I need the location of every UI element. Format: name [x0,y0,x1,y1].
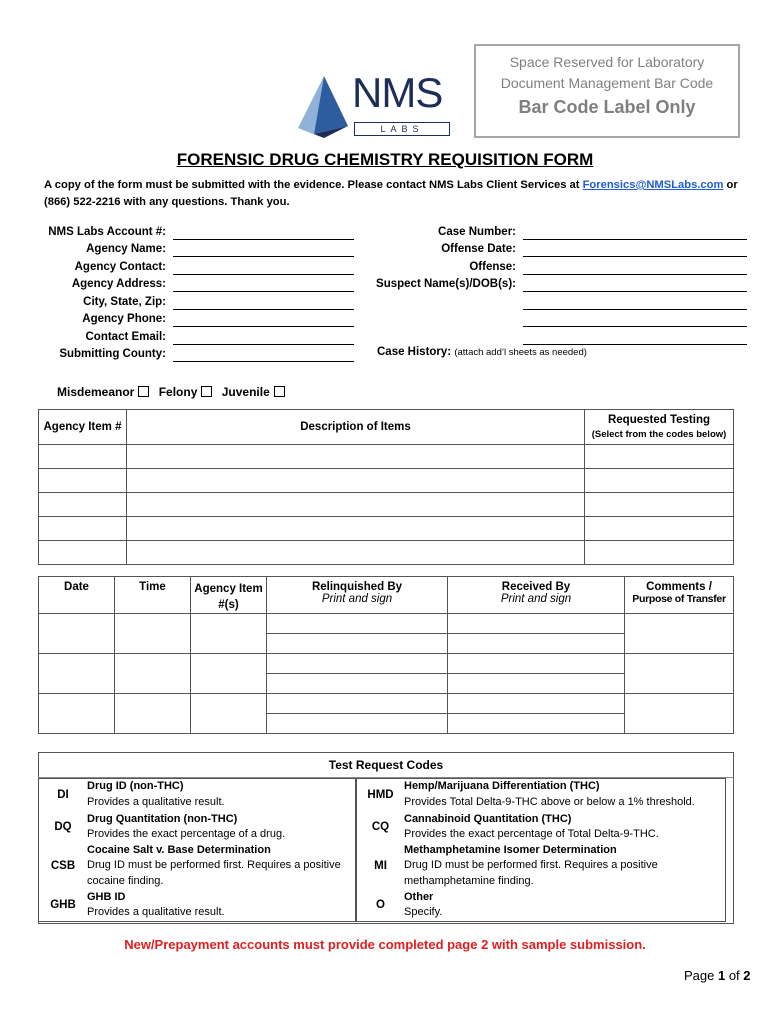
code-ghb-desc [87,890,356,922]
code-row [357,779,726,812]
code-row [357,812,726,843]
case-number-field[interactable] [523,239,747,240]
relinquished-sub: Print and sign [321,593,393,605]
table-row [39,469,734,493]
account-field[interactable] [173,239,354,240]
field-label-suspect: Suspect Name(s)/DOB(s): [376,278,516,290]
code-row [39,779,356,812]
table-row [39,541,734,565]
logo-name: NMS [352,69,443,116]
barcode-line-2: Document Management Bar Code [500,75,714,91]
code-row [357,890,726,922]
col-comments [625,577,734,614]
col-requested-testing-label: Requested Testing [607,414,711,426]
testing-cell[interactable] [585,445,734,469]
suspect-field-1[interactable] [523,291,747,292]
code-dq-desc [87,812,356,843]
comments-cell[interactable] [625,614,734,654]
field-label-agency-name: Agency Name: [86,243,166,255]
col-time: Time [115,577,191,614]
field-label-agency-contact: Agency Contact: [74,261,166,273]
offense-field[interactable] [523,274,747,275]
table-row [39,614,734,634]
received-print-cell[interactable] [448,614,625,634]
testing-cell[interactable] [585,517,734,541]
code-row [39,812,356,843]
table-row [39,493,734,517]
testing-cell[interactable] [585,493,734,517]
description-cell[interactable] [127,445,585,469]
code-dq: DQ [54,821,72,833]
intro-before: A copy of the form must be submitted with the evidence. Please contact NMS Labs Client Services at [44,179,583,191]
page-current: 1 [717,968,726,983]
description-cell[interactable] [127,517,585,541]
offense-date-field[interactable] [523,256,747,257]
code-hmd-desc [404,779,726,812]
suspect-field-4[interactable] [523,344,747,345]
misdemeanor-checkbox[interactable] [138,386,149,397]
code-csb-name: Cocaine Salt v. Base Determination [87,843,271,856]
barcode-line-3: Bar Code Label Only [518,97,696,117]
case-history-label [377,346,587,358]
juvenile-checkbox[interactable] [274,386,285,397]
time-cell[interactable] [115,614,191,654]
table-row [39,445,734,469]
case-type-row [57,385,291,399]
suspect-field-3[interactable] [523,326,747,327]
code-csb: CSB [50,860,76,872]
table-row [39,694,734,714]
comments-label: Comments / [646,581,712,593]
field-label-agency-phone: Agency Phone: [82,313,166,325]
intro-text [44,177,744,211]
time-cell[interactable] [115,694,191,734]
code-csb-text: Drug ID must be performed first. Requires a positive cocaine finding. [87,859,341,887]
barcode-reserved-box [474,44,740,138]
received-sign-cell[interactable] [448,674,625,694]
testing-cell[interactable] [585,469,734,493]
code-mi-name: Methamphetamine Isomer Determination [404,843,617,856]
code-row [39,843,356,890]
items-cell[interactable] [191,694,267,734]
code-mi-desc [404,843,726,890]
relinquished-print-cell[interactable] [267,694,448,714]
code-o-text: Specify. [404,906,443,918]
col-agency-items: Agency Item #(s) [191,577,267,614]
codes-left-table [38,778,356,922]
date-cell[interactable] [39,614,115,654]
prepayment-notice: New/Prepayment accounts must provide completed page 2 with sample submission. [124,937,646,952]
page-total: 2 [743,968,751,983]
field-label-offense-date: Offense Date: [441,243,516,255]
form-title: FORENSIC DRUG CHEMISTRY REQUISITION FORM [176,150,594,169]
items-cell[interactable] [191,654,267,694]
page-prefix: Page [684,968,718,983]
barcode-line-1: Space Reserved for Laboratory [509,54,705,70]
received-sign-cell[interactable] [448,714,625,734]
code-di-desc [87,779,356,812]
received-sign-cell[interactable] [448,634,625,654]
transfer-table [38,576,734,734]
relinquished-sign-cell[interactable] [267,674,448,694]
description-cell[interactable] [127,541,585,565]
case-history-note: (attach add’l sheets as needed) [454,347,587,358]
misdemeanor-label: Misdemeanor [57,385,135,399]
date-cell[interactable] [39,654,115,694]
col-description: Description of Items [127,410,585,445]
item-number-cell[interactable] [39,541,127,565]
code-hmd-text: Provides Total Delta-9-THC above or below a 1% threshold. [404,795,695,808]
code-cq-text: Provides the exact percentage of Total Delta-9-THC. [404,828,659,840]
items-header-row [39,410,734,445]
received-label: Received By [501,581,571,593]
nms-pyramid-logo-icon [294,74,352,140]
items-table [38,409,734,565]
received-print-cell[interactable] [448,694,625,714]
code-cq: CQ [371,821,390,833]
code-dq-text: Provides the exact percentage of a drug. [87,828,286,840]
time-cell[interactable] [115,654,191,694]
codes-header: Test Request Codes [328,758,444,772]
agency-name-field[interactable] [173,256,354,257]
col-relinquished [267,577,448,614]
logo-labs: LABS [354,122,450,136]
city-state-zip-field[interactable] [173,309,354,310]
col-received [448,577,625,614]
col-date: Date [39,577,115,614]
case-history-text: Case History: [377,346,452,358]
item-number-cell[interactable] [39,517,127,541]
contact-email-field[interactable] [173,344,354,345]
field-label-city-state-zip: City, State, Zip: [83,296,166,308]
received-sub: Print and sign [500,593,572,605]
code-ghb-text: Provides a qualitative result. [87,906,225,918]
code-mi-text: Drug ID must be performed first. Requires a positive methamphetamine finding. [404,859,658,887]
relinquished-sign-cell[interactable] [267,634,448,654]
code-row [39,890,356,922]
comments-sub: Purpose of Transfer [632,593,726,605]
table-row [39,654,734,674]
testing-cell[interactable] [585,541,734,565]
agency-phone-field[interactable] [173,326,354,327]
col-requested-testing-sub: (Select from the codes below) [591,429,727,440]
code-di-name: Drug ID (non-THC) [87,780,184,792]
code-di: DI [57,789,69,802]
comments-cell[interactable] [625,694,734,734]
submitting-county-field[interactable] [173,361,354,362]
page-number [684,968,751,983]
relinquished-sign-cell[interactable] [267,714,448,734]
col-requested-testing [585,410,734,445]
code-dq-name: Drug Quantitation (non-THC) [87,812,238,825]
col-agency-item: Agency Item # [39,410,127,445]
transfer-header-row [39,577,734,614]
table-row [39,517,734,541]
field-label-offense: Offense: [469,261,516,273]
codes-right-table [356,778,726,922]
code-ghb-name: GHB ID [87,890,126,903]
felony-label: Felony [158,385,198,399]
description-cell[interactable] [127,469,585,493]
juvenile-label: Juvenile [221,385,270,399]
suspect-field-2[interactable] [523,309,747,310]
items-cell[interactable] [191,614,267,654]
agency-contact-field[interactable] [173,274,354,275]
code-mi: MI [374,860,387,872]
field-label-agency-address: Agency Address: [71,278,166,290]
email-link[interactable]: Forensics@NMSLabs.com [582,179,724,191]
felony-checkbox[interactable] [201,386,212,397]
item-number-cell[interactable] [39,493,127,517]
code-ghb: GHB [50,899,76,911]
code-o-name: Other [404,890,434,903]
code-csb-desc [87,843,356,890]
relinquished-print-cell[interactable] [267,614,448,634]
relinquished-print-cell[interactable] [267,654,448,674]
field-label-contact-email: Contact Email: [85,331,166,343]
field-label-submitting-county: Submitting County: [59,348,166,360]
field-label-account: NMS Labs Account #: [48,226,166,238]
field-label-case-number: Case Number: [438,226,516,238]
relinquished-label: Relinquished By [311,581,403,593]
agency-address-field[interactable] [173,291,354,292]
comments-cell[interactable] [625,654,734,694]
intro-after: or (866) 522-2216 with any questions. Thank you. [44,179,738,208]
item-number-cell[interactable] [39,445,127,469]
code-o: O [376,899,385,911]
date-cell[interactable] [39,694,115,734]
item-number-cell[interactable] [39,469,127,493]
page-of: of [725,968,744,983]
code-hmd-name: Hemp/Marijuana Differentiation (THC) [404,780,600,792]
code-di-text: Provides a qualitative result. [87,795,225,808]
description-cell[interactable] [127,493,585,517]
code-o-desc [404,890,726,922]
code-row [357,843,726,890]
received-print-cell[interactable] [448,654,625,674]
code-cq-desc [404,812,726,843]
code-cq-name: Cannabinoid Quantitation (THC) [404,812,572,825]
code-hmd: HMD [367,789,394,802]
